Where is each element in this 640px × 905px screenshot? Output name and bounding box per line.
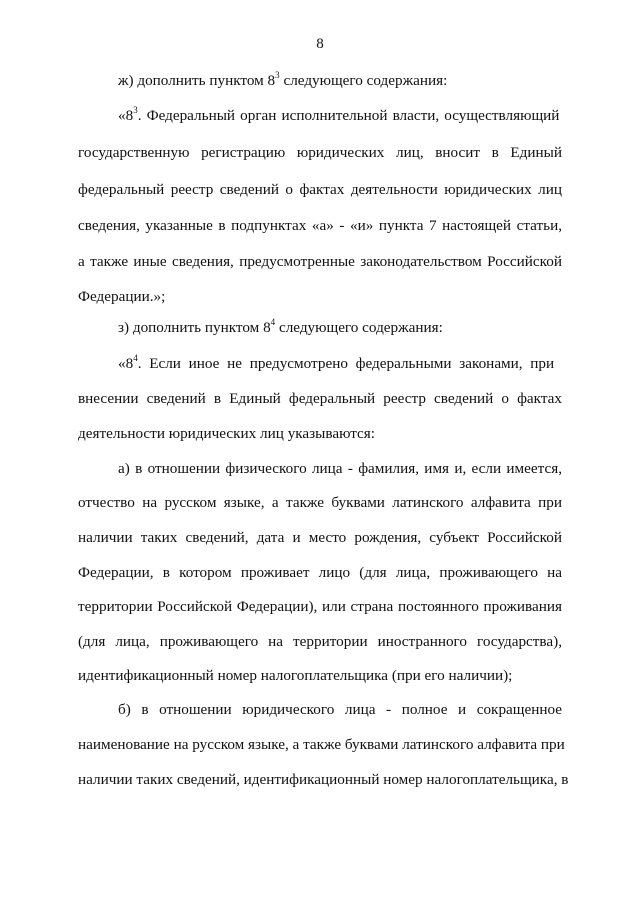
paragraph-b-line-3: наличии таких сведений, идентификационный номер налогоплательщика, в [78,771,569,788]
paragraph-a-line-6: (для лица, проживающего на территории иностранного государства), [78,633,562,650]
paragraph-8-3-line-3: федеральный реестр сведений о фактах деятельности юридических лиц [78,181,562,198]
paragraph-a-line-7: идентификационный номер налогоплательщика (при его наличии); [78,667,513,684]
paragraph-8-4-line-1: «$8^4$. Если иное не предусмотрено федеральными законами, при [118,353,555,372]
paragraph-a-line-3: наличии таких сведений, дата и место рождения, субъект Российской [78,529,562,546]
page-number: 8 [316,36,324,52]
paragraph-b-line-1: б) в отношении юридического лица - полное и сокращенное [118,701,562,718]
paragraph-8-4-line-3: деятельности юридических лиц указываются: [78,425,376,442]
paragraph-z-intro: з) дополнить пунктом $8^4$ следующего содержания: [118,317,443,336]
paragraph-8-3-line-6: Федерации.»; [78,288,166,305]
paragraph-b-line-2: наименование на русском языке, а также буквами латинского алфавита при [78,736,565,753]
paragraph-a-line-2: отчество на русском языке, а также буквами латинского алфавита при [78,494,562,511]
paragraph-8-3-line-4: сведения, указанные в подпунктах «а» - «и» пункта 7 настоящей статьи, [78,217,562,234]
paragraph-8-3-line-2: государственную регистрацию юридических лиц, вносит в Единый [78,144,562,161]
paragraph-8-4-line-2: внесении сведений в Единый федеральный реестр сведений о фактах [78,390,562,407]
paragraph-a-line-1: а) в отношении физического лица - фамилия, имя и, если имеется, [118,460,562,477]
paragraph-a-line-4: Федерации, в котором проживает лицо (для лица, проживающего на [78,564,562,581]
paragraph-8-3-line-5: а также иные сведения, предусмотренные законодательством Российской [78,253,562,270]
paragraph-a-line-5: территории Российской Федерации), или страна постоянного проживания [78,598,562,615]
paragraph-zh-intro: ж) дополнить пунктом $8^3$ следующего содержания: [118,70,448,89]
paragraph-8-3-line-1: «$8^3$. Федеральный орган исполнительной власти, осуществляющий [118,105,560,124]
